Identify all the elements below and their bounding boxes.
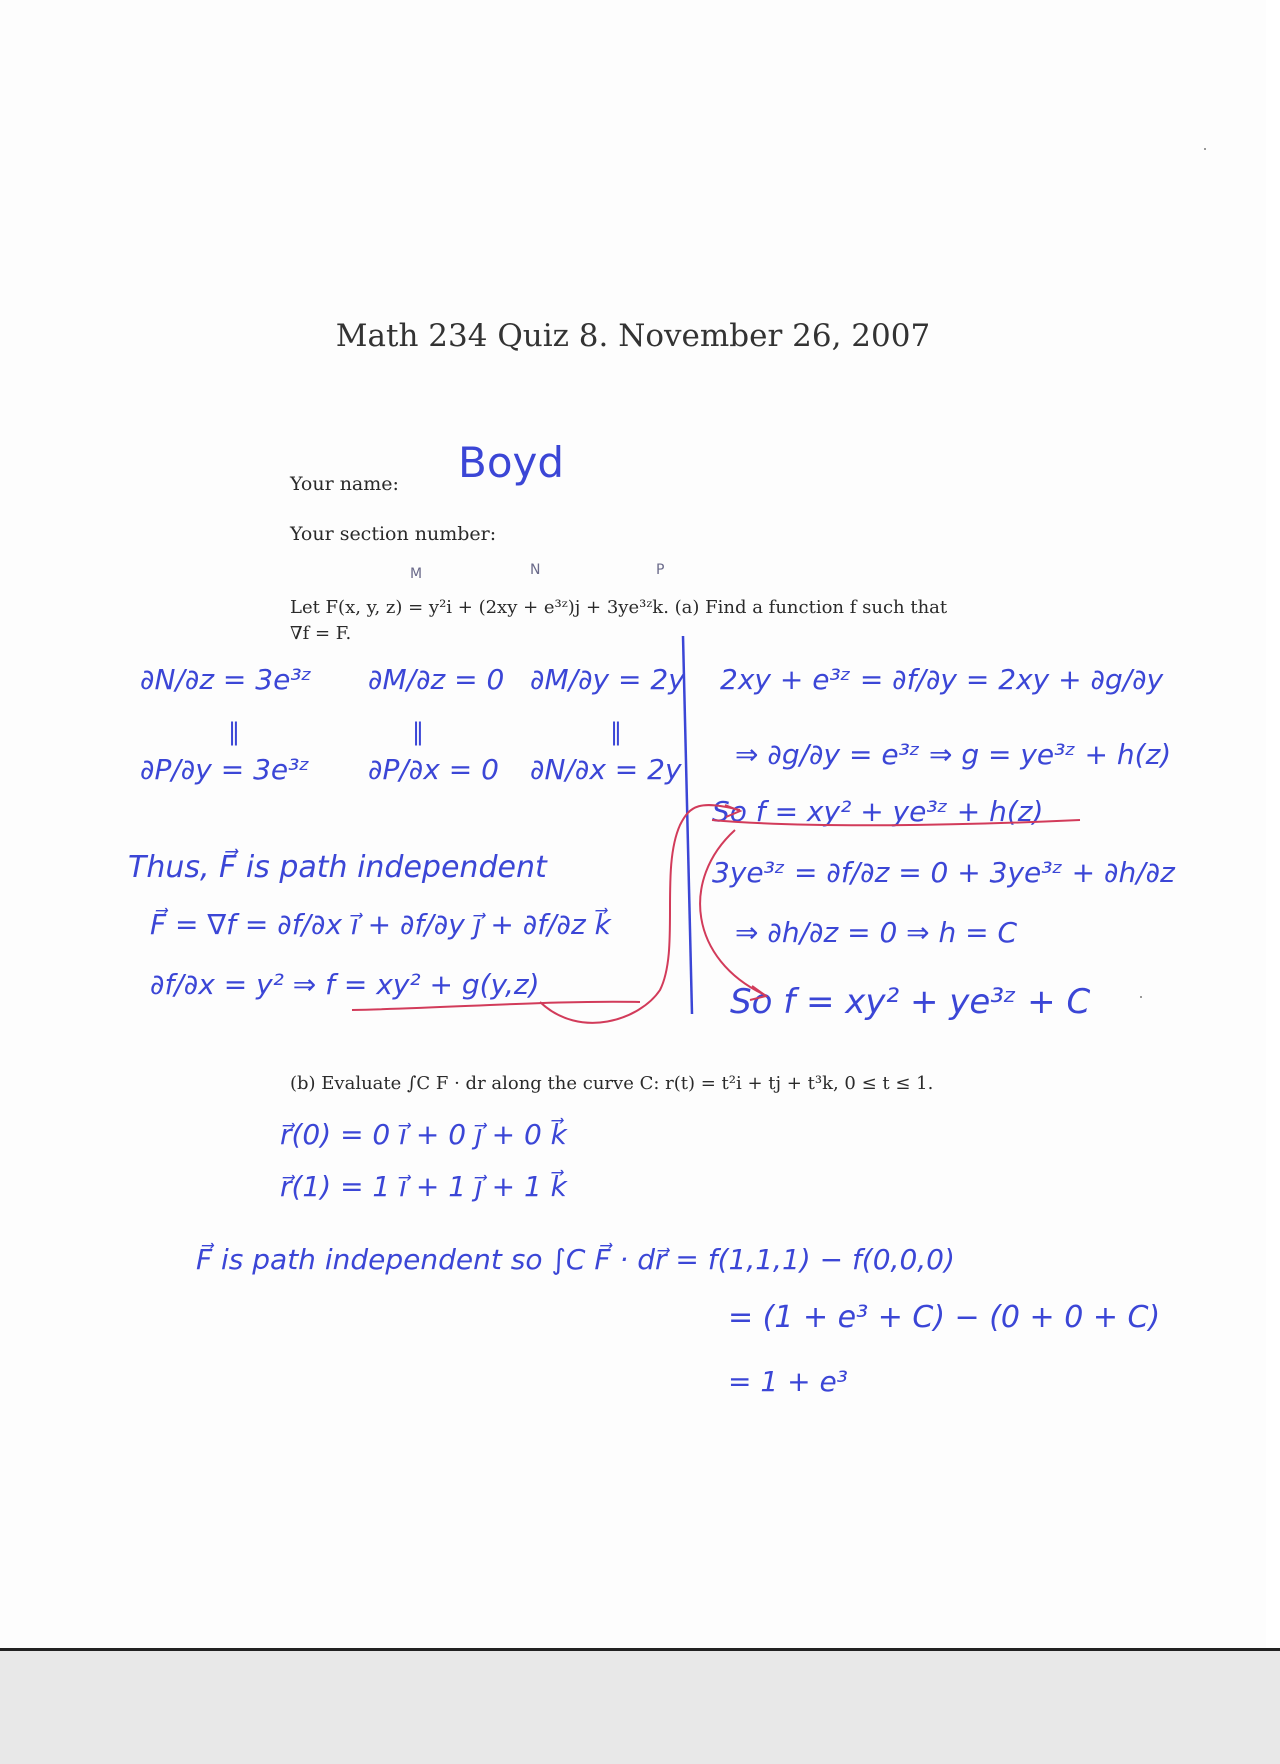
work-final-f: So f = xy² + ye³ᶻ + C — [730, 982, 1091, 1022]
work-gradient-expansion: F⃗ = ∇f = ∂f/∂x i⃗ + ∂f/∂y j⃗ + ∂f/∂z k⃗ — [150, 908, 611, 941]
work-dm-dz: ∂M/∂z = 0 — [368, 663, 505, 696]
equal-mark-2: ‖ — [412, 718, 424, 746]
work-integrate-x: ∂f/∂x = y² ⇒ f = xy² + g(y,z) — [150, 968, 540, 1001]
equal-mark-1: ‖ — [228, 718, 240, 746]
red-arrow-to-final-f — [700, 830, 765, 995]
work-find-h: ⇒ ∂h/∂z = 0 ⇒ h = C — [735, 916, 1018, 949]
problem-statement-line1: Let F(x, y, z) = y²i + (2xy + e³ᶻ)j + 3ye³ᶻk. (a) Find a function f such that — [290, 597, 948, 618]
component-label-m: M — [410, 566, 423, 582]
work-result: = 1 + e³ — [728, 1365, 848, 1398]
page-title: Math 234 Quiz 8. November 26, 2007 — [335, 318, 931, 354]
student-name: Boyd — [458, 438, 565, 487]
work-dm-dy: ∂M/∂y = 2y — [530, 663, 685, 696]
work-evaluate: = (1 + e³ + C) − (0 + 0 + C) — [728, 1300, 1161, 1335]
scan-speck — [1204, 148, 1206, 150]
work-df-dz: 3ye³ᶻ = ∂f/∂z = 0 + 3ye³ᶻ + ∂h/∂z — [712, 856, 1175, 889]
work-dn-dz: ∂N/∂z = 3e³ᶻ — [140, 663, 312, 696]
work-dp-dy: ∂P/∂y = 3e³ᶻ — [140, 753, 310, 786]
work-f-with-h: So f = xy² + ye³ᶻ + h(z) — [712, 795, 1044, 828]
part-b-statement: (b) Evaluate ∫C F · dr along the curve C: r(t) = t²i + tj + t³k, 0 ≤ t ≤ 1. — [290, 1073, 934, 1094]
work-find-g: ⇒ ∂g/∂y = e³ᶻ ⇒ g = ye³ᶻ + h(z) — [735, 738, 1172, 771]
section-label: Your section number: — [290, 523, 497, 545]
scan-speck — [1140, 996, 1142, 998]
problem-statement-line2: ∇f = F. — [290, 623, 352, 644]
work-dn-dx: ∂N/∂x = 2y — [530, 753, 682, 786]
work-df-dy: 2xy + e³ᶻ = ∂f/∂y = 2xy + ∂g/∂y — [720, 663, 1164, 696]
work-r-of-0: r⃗(0) = 0 i⃗ + 0 j⃗ + 0 k⃗ — [280, 1118, 567, 1151]
equal-mark-3: ‖ — [610, 718, 622, 746]
name-label: Your name: — [290, 473, 399, 495]
component-label-p: P — [656, 562, 665, 578]
work-path-independent: Thus, F⃗ is path independent — [128, 850, 547, 885]
work-r-of-1: r⃗(1) = 1 i⃗ + 1 j⃗ + 1 k⃗ — [280, 1170, 567, 1203]
work-dp-dx: ∂P/∂x = 0 — [368, 753, 499, 786]
work-line-integral: F⃗ is path independent so ∫C F⃗ · dr⃗ = f(1,1,1) − f(0,0,0) — [196, 1243, 955, 1276]
scanner-background-strip — [0, 1648, 1280, 1764]
component-label-n: N — [530, 562, 541, 578]
underline-f-expression — [352, 1002, 640, 1010]
